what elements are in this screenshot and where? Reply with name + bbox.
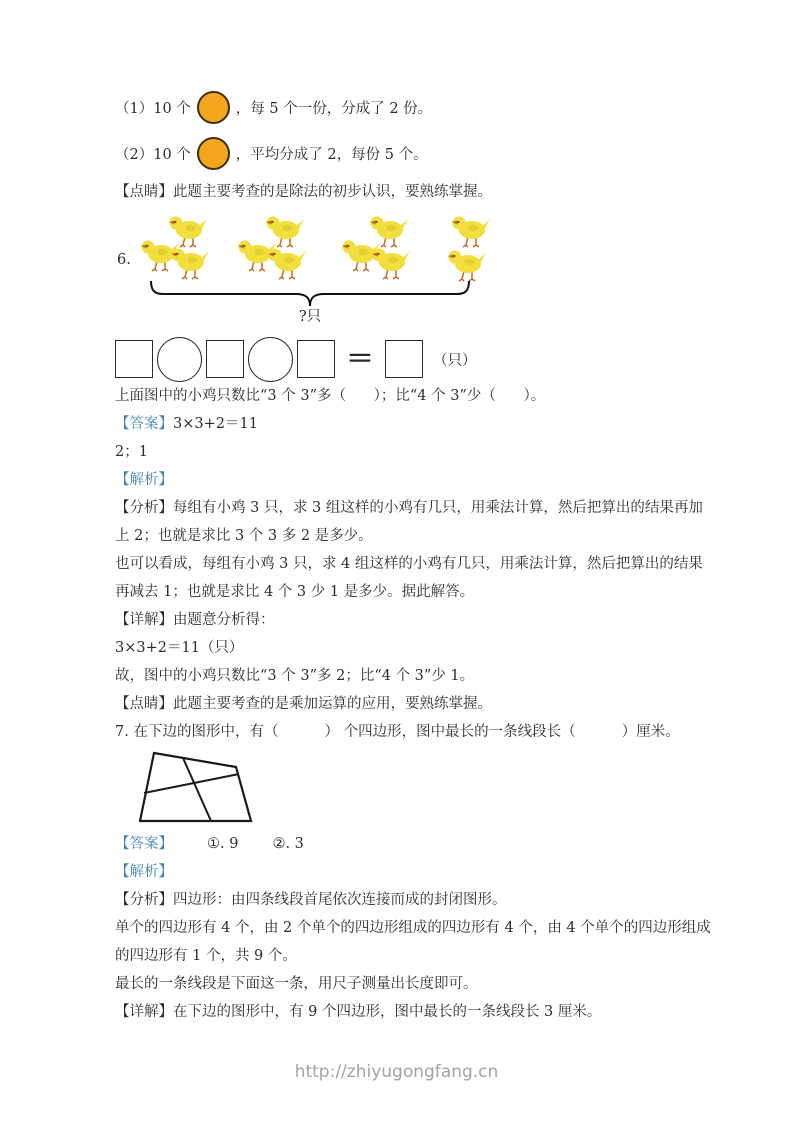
prev-part-1-suffix: ，每 5 个一份，分成了 2 份。 <box>235 101 433 117</box>
q6-analysis-line: 【分析】每组有小鸡 3 只，求 3 组这样的小鸡有几只，用乘法计算，然后把算出的结果再加 <box>115 500 703 516</box>
q6-analysis-line: 也可以看成，每组有小鸡 3 只，求 4 组这样的小鸡有几只，用乘法计算，然后把算出的结果 <box>115 556 703 572</box>
blank-result-box <box>385 340 423 378</box>
q6-dianjing-note: 【点睛】此题主要考查的是乘加运算的应用，要熟练掌握。 <box>115 696 492 712</box>
prev-part-1-prefix: （1）10 个 <box>115 101 191 117</box>
q6-detail-equation: 3×3+2＝11（只） <box>115 640 244 656</box>
q7-answer-item-2: ②. 3 <box>272 836 304 852</box>
q7-question-text: 7. 在下边的图形中，有（ ） 个四边形，图中最长的一条线段长（ ）厘米。 <box>115 724 680 740</box>
chick-group <box>445 214 493 284</box>
orange-disc-icon <box>197 91 230 124</box>
q7-detail-line: 【详解】在下边的图形中，有 9 个四边形，图中最长的一条线段长 3 厘米。 <box>115 1004 602 1020</box>
q6-conclusion: 故，图中的小鸡只数比“3 个 3”多 2；比“4 个 3”少 1。 <box>115 668 475 684</box>
chick-icon <box>451 214 491 248</box>
chick-group <box>140 214 214 284</box>
prev-part-2-prefix: （2）10 个 <box>115 147 191 163</box>
q6-chick-figure <box>115 214 697 328</box>
prev-dianjing-note: 【点睛】此题主要考查的是除法的初步认识，要熟练掌握。 <box>115 184 492 200</box>
worksheet-content <box>115 86 711 1026</box>
footer-url: http://zhiyugongfang.cn <box>294 1062 499 1082</box>
q7-quadrilateral-figure <box>139 750 261 828</box>
answer-label: 【答案】 <box>115 836 173 852</box>
q7-jiexi-label <box>115 858 697 886</box>
chick-group <box>237 214 311 284</box>
equation-unit-label: （只） <box>433 352 477 369</box>
equals-sign: ＝ <box>346 342 375 375</box>
q7-analysis-line: 最长的一条线段是下面这一条，用尺子测量出长度即可。 <box>115 976 478 992</box>
q6-question-text: 上面图中的小鸡只数比“3 个 3”多（ ）；比“4 个 3”少（ ）。 <box>115 388 546 404</box>
chick-icon <box>371 246 411 280</box>
q7-answer-item-1: ①. 9 <box>207 836 239 852</box>
q6-answer-extra: 2；1 <box>115 444 148 460</box>
blank-circle-box <box>248 337 293 382</box>
q6-jiexi-label <box>115 466 697 494</box>
orange-disc-icon <box>197 137 230 170</box>
q6-answer-value: 3×3+2＝11 <box>173 416 258 432</box>
chick-icon <box>267 246 307 280</box>
blank-square-box <box>206 340 244 378</box>
q7-analysis-line: 单个的四边形有 4 个，由 2 个单个的四边形组成的四边形有 4 个，由 4 个单个的四边形组成 <box>115 920 711 936</box>
jiexi-label: 【解析】 <box>115 472 173 488</box>
q6-question-number: 6. <box>117 252 131 268</box>
answer-label: 【答案】 <box>115 416 173 432</box>
q6-shape-equation <box>115 336 697 382</box>
prev-part-2 <box>115 132 697 178</box>
curly-brace-icon <box>149 280 471 308</box>
q6-detail-label-line: 【详解】由题意分析得： <box>115 612 275 628</box>
jiexi-label: 【解析】 <box>115 864 173 880</box>
q7-answer-line <box>115 830 697 858</box>
prev-part-2-suffix: ，平均分成了 2，每份 5 个。 <box>235 147 428 163</box>
q6-brace-label: ?只 <box>298 309 322 325</box>
blank-circle-box <box>157 337 202 382</box>
q7-analysis-line: 的四边形有 1 个，共 9 个。 <box>115 948 297 964</box>
chick-icon <box>170 246 210 280</box>
chick-group <box>341 214 415 284</box>
chick-icon <box>447 248 487 282</box>
q7-analysis-line: 【分析】四边形：由四条线段首尾依次连接而成的封闭图形。 <box>115 892 507 908</box>
prev-part-1 <box>115 86 697 132</box>
blank-square-box <box>115 340 153 378</box>
q6-answer-line <box>115 410 697 438</box>
q6-analysis-line: 上 2；也就是求比 3 个 3 多 2 是多少。 <box>115 528 373 544</box>
blank-square-box <box>297 340 335 378</box>
q6-analysis-line: 再减去 1；也就是求比 4 个 3 少 1 是多少。据此解答。 <box>115 584 475 600</box>
